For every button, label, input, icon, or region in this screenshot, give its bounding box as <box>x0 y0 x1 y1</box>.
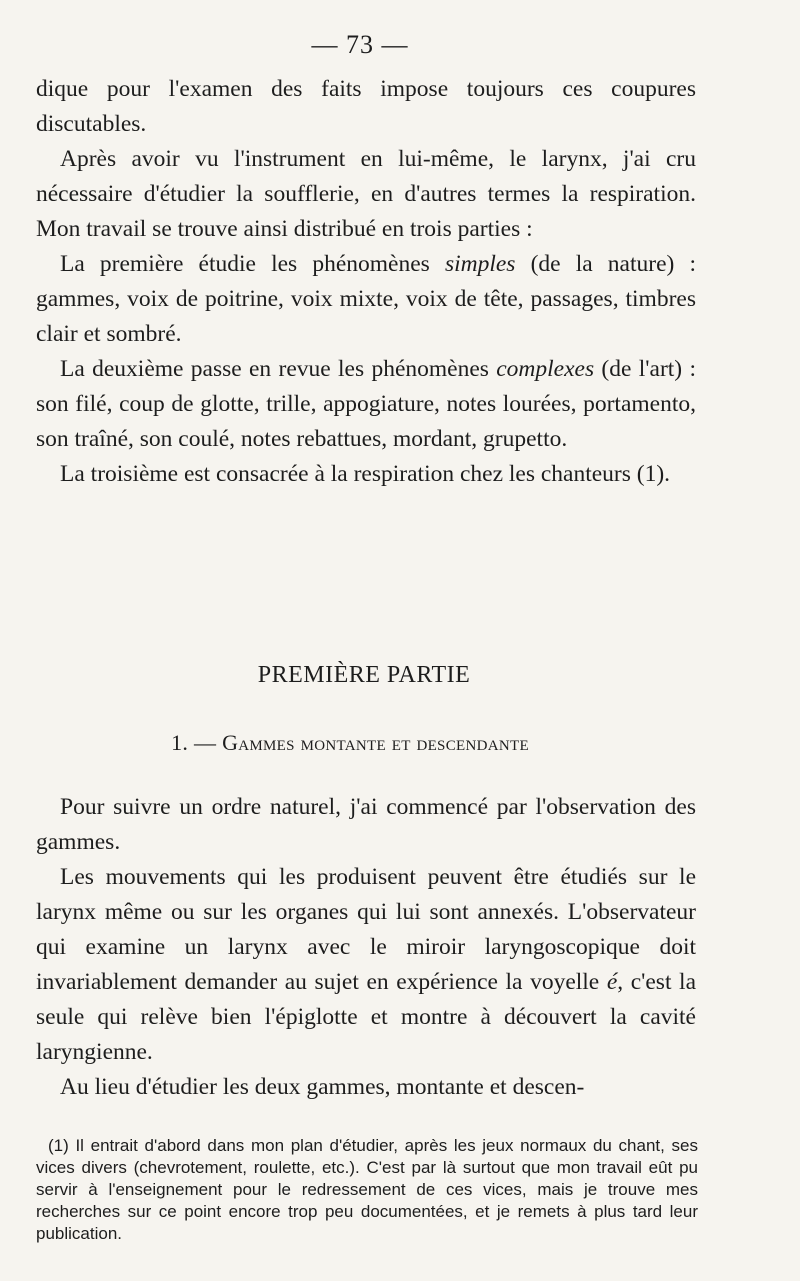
paragraph-overview: Après avoir vu l'instrument en lui-même, le larynx, j'ai cru nécessaire d'étudier la soufflerie, en d'autres termes la respiration. Mon travail se trouve ainsi distribué en trois parties : <box>36 146 696 242</box>
vowel-emphasis: é <box>606 969 618 995</box>
paragraph-continuation: dique pour l'examen des faits impose toujours ces coupures discutables. <box>36 76 696 137</box>
part-title: PREMIÈRE PARTIE <box>257 662 471 688</box>
paragraph-movements <box>36 860 696 1070</box>
part-one-text-b: (de la nature) : gammes, voix de poitrine, voix mixte, voix de tête, passages, timbres clair et sombré. <box>36 251 696 347</box>
movements-text-a: Les mouvements qui les produisent peuvent être étudiés sur le larynx même ou sur les organes qui lui sont annexés. L'observateur qui examine un larynx avec le miroir laryngoscopique doit invariablement demander au sujet en expérience la voyelle <box>36 864 696 995</box>
page-number: — 73 — <box>311 30 409 59</box>
part-two-text-b: (de l'art) : son filé, coup de glotte, trille, appogiature, notes lourées, portamento, son traîné, son coulé, notes rebattues, mordant, grupetto. <box>36 356 696 452</box>
section-title: 1. — Gammes montante et descendante <box>171 730 529 755</box>
part-two-emphasis: complexes <box>496 356 595 382</box>
paragraph-part-three: La troisième est consacrée à la respiration chez les chanteurs (1). <box>60 461 671 487</box>
intro-text <box>36 72 696 492</box>
movements-text-b: , c'est la seule qui relève bien l'épiglotte et montre à découvert la cavité laryngienne. <box>36 969 697 1065</box>
part-two-text-a: La deuxième passe en revue les phénomènes <box>60 356 497 382</box>
paragraph-scales: Au lieu d'étudier les deux gammes, montante et descen- <box>60 1074 585 1100</box>
section-text <box>36 790 696 1105</box>
footnote <box>36 1135 698 1245</box>
part-one-emphasis: simples <box>444 251 516 277</box>
paragraph-part-one <box>36 247 696 352</box>
paragraph-order: Pour suivre un ordre naturel, j'ai commencé par l'observation des gammes. <box>36 794 696 855</box>
part-one-text-a: La première étudie les phénomènes <box>60 251 445 277</box>
footnote-text: (1) Il entrait d'abord dans mon plan d'étudier, après les jeux normaux du chant, ses vices divers (chevrotement, roulette, etc.). C'est par là surtout que mon travail eût pu servir à l'enseignement pour le redressement de ces vices, mais je trouve mes recherches sur ce point encore trop peu documentées, et je remets à plus tard leur publication. <box>36 1136 698 1243</box>
paragraph-part-two <box>36 352 696 457</box>
